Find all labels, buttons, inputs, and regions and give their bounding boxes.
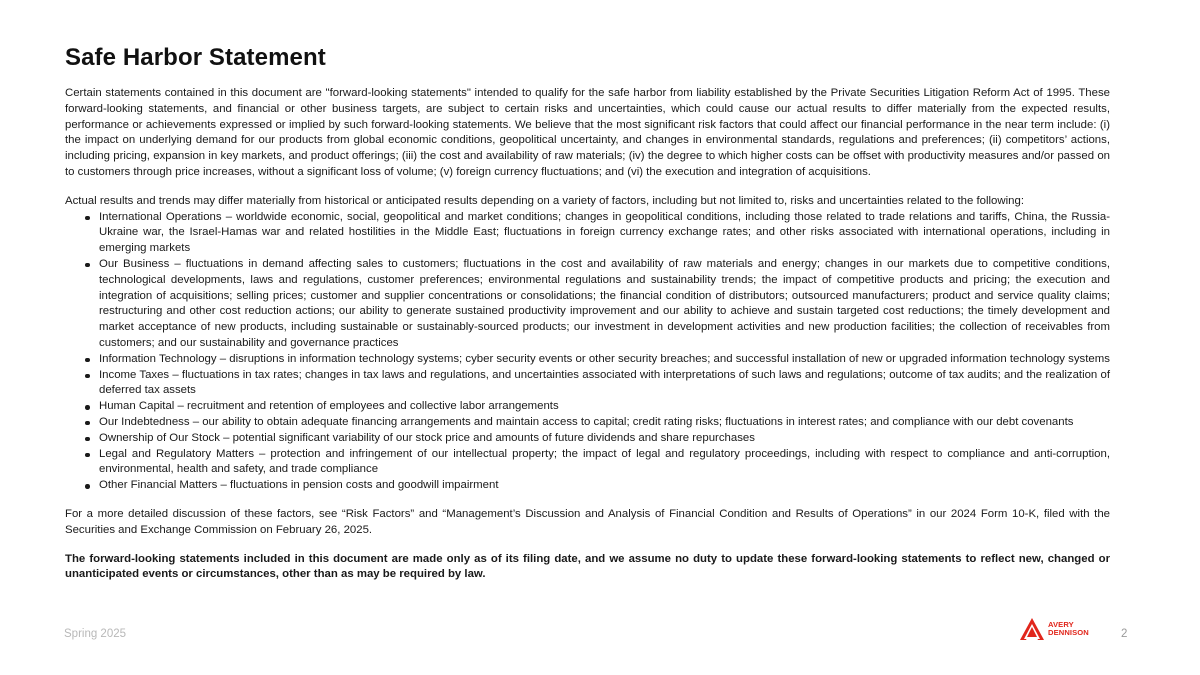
list-item: International Operations – worldwide economic, social, geopolitical and market conditions; changes in geopolitical conditions, including those related to trade relations and tariffs, China, the Russia-Ukraine war, the Israel-Hamas war and related hostilities in the Middle East; fluctuations in foreign currency exchange rates; and other risks associated with international operations, including in emerging markets [99,210,1110,257]
page-title: Safe Harbor Statement [65,44,326,71]
logo-line-1: AVERY [1048,620,1074,629]
page-number: 2 [1121,628,1128,640]
intro-paragraph: Certain statements contained in this document are "forward-looking statements" intended to qualify for the safe harbor from liability established by the Private Securities Litigation Reform Act of 1995. These forward-looking statements, and financial or other business targets, are subject to certain risks and uncertainties, which could cause our actual results to differ materially from the expected results, performance or achievements expressed or implied by such forward-looking statements. We believe that the most significant risk factors that could affect our financial performance in the near term include: (i) the impact on underlying demand for our products from global economic conditions, geopolitical uncertainty, and changes in environmental standards, regulations and preferences; (ii) competitors’ actions, including pricing, expansion in key markets, and product offerings; (iii) the cost and availability of raw materials; (iv) the degree to which higher costs can be offset with productivity measures and/or passed on to customers through price increases, without a significant loss of volume; (v) foreign currency fluctuations; and (vi) the execution and integration of acquisitions. [65,87,1110,178]
list-item: Our Business – fluctuations in demand affecting sales to customers; fluctuations in the cost and availability of raw materials and energy; changes in our markets due to competitive conditions, technological developments, laws and regulations, customer preferences; environmental regulations and sustainability trends; the impact of competitive products and pricing; the execution and integration of acquisitions; selling prices; customer and supplier concentrations or consolidations; the financial condition of distributors; outsourced manufacturers; product and service quality claims; restructuring and other cost reduction actions; our ability to generate sustained productivity improvement and our ability to achieve and sustain targeted cost reductions; the timely development and market acceptance of new products, including sustainable or sustainably-sourced products; our investment in development activities and new production facilities; the collection of receivables from customers; and our sustainability and governance practices [99,257,1110,352]
actual-results-paragraph: Actual results and trends may differ materially from historical or anticipated results depending on a variety of factors, including but not limited to, risks and uncertainties related to the following: [65,194,1024,207]
footer-date: Spring 2025 [64,628,127,640]
logo-mark-icon [1019,617,1045,641]
avery-dennison-logo [1019,617,1089,641]
discussion-paragraph: For a more detailed discussion of these factors, see “Risk Factors” and “Management’s Discussion and Analysis of Financial Condition and Results of Operations” in our 2024 Form 10-K, filed with the Securities and Exchange Commission on February 26, 2025. [65,507,1110,536]
logo-wordmark [1048,621,1089,637]
list-item: Legal and Regulatory Matters – protection and infringement of our intellectual property; the impact of legal and regulatory proceedings, including with respect to compliance and anti-corruption, environmental, health and safety, and trade compliance [99,447,1110,479]
list-item: Information Technology – disruptions in information technology systems; cyber security events or other security breaches; and successful installation of new or upgraded information technology systems [99,352,1110,368]
risk-factor-list [65,210,1110,494]
list-item: Income Taxes – fluctuations in tax rates; changes in tax laws and regulations, and uncertainties associated with interpretations of such laws and regulations; outcome of tax audits; and the realization of deferred tax assets [99,368,1110,400]
list-item: Our Indebtedness – our ability to obtain adequate financing arrangements and maintain access to capital; credit rating risks; fluctuations in interest rates; and compliance with our debt covenants [99,415,1110,431]
list-item: Other Financial Matters – fluctuations in pension costs and goodwill impairment [99,478,1110,494]
closing-paragraph: The forward-looking statements included in this document are made only as of its filing date, and we assume no duty to update these forward-looking statements to reflect new, changed or unanticipated events or circumstances, other than as may be required by law. [65,552,1110,581]
list-item: Human Capital – recruitment and retention of employees and collective labor arrangements [99,399,1110,415]
list-item: Ownership of Our Stock – potential significant variability of our stock price and amounts of future dividends and share repurchases [99,431,1110,447]
logo-line-2: DENNISON [1048,628,1089,637]
statement-body [65,86,1110,596]
